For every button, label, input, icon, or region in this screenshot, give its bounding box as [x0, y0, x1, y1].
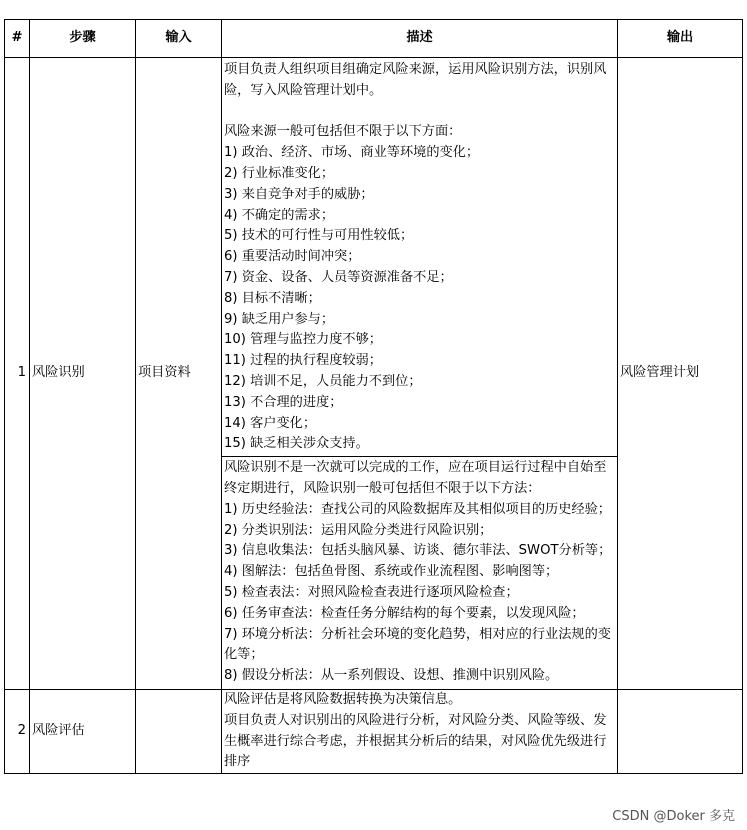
table-row — [5, 689, 743, 773]
table-row — [5, 58, 743, 457]
watermark: CSDN @Doker 多克 — [610, 805, 737, 824]
row-number: 1 — [5, 58, 30, 690]
description-sources-cell: 项目负责人组织项目组确定风险来源，运用风险识别方法，识别风险，写入风险管理计划中。 风险来源一般可包括但不限于以下方面： 1) 政治、经济、市场、商业等环境的变化； 2) 行业标准变化； 3) 来自竞争对手的威胁； 4) 不确定的需求； 5) 技术的可行性与可用性较低； 6) 重要活动时间冲突； 7) 资金、设备、人员等资源准备不足； 8) 目标不清晰； 9) 缺乏用户参与； 10) 管理与监控力度不够； 11) 过程的执行程度较弱； 12) 培训不足，人员能力不到位； 13) 不合理的进度； 14) 客户变化； 15) 缺乏相关涉众支持。 — [222, 58, 618, 457]
header-num: # — [5, 20, 30, 58]
header-output: 输出 — [618, 20, 743, 58]
row-number: 2 — [5, 689, 30, 773]
output-cell — [618, 689, 743, 773]
step-cell: 风险评估 — [30, 689, 136, 773]
input-cell: 项目资料 — [136, 58, 222, 690]
output-cell: 风险管理计划 — [618, 58, 743, 690]
header-input: 输入 — [136, 20, 222, 58]
header-step: 步骤 — [30, 20, 136, 58]
description-methods-cell: 风险识别不是一次就可以完成的工作，应在项目运行过程中自始至终定期进行，风险识别一般可包括但不限于以下方法： 1) 历史经验法：查找公司的风险数据库及其相似项目的历史经验； 2) 分类识别法：运用风险分类进行风险识别； 3) 信息收集法：包括头脑风暴、访谈、德尔菲法、SWOT分析等； 4) 图解法：包括鱼骨图、系统或作业流程图、影响图等； 5) 检查表法：对照风险检查表进行逐项风险检查； 6) 任务审查法：检查任务分解结构的每个要素，以发现风险； 7) 环境分析法：分析社会环境的变化趋势，相对应的行业法规的变化等； 8) 假设分析法：从一系列假设、设想、推测中识别风险。 — [222, 457, 618, 690]
input-cell — [136, 689, 222, 773]
header-description: 描述 — [222, 20, 618, 58]
header-row — [5, 20, 743, 58]
description-cell: 风险评估是将风险数据转换为决策信息。 项目负责人对识别出的风险进行分析，对风险分类、风险等级、发生概率进行综合考虑，并根据其分析后的结果，对风险优先级进行排序 — [222, 689, 618, 773]
step-cell: 风险识别 — [30, 58, 136, 690]
risk-process-table — [4, 19, 743, 774]
